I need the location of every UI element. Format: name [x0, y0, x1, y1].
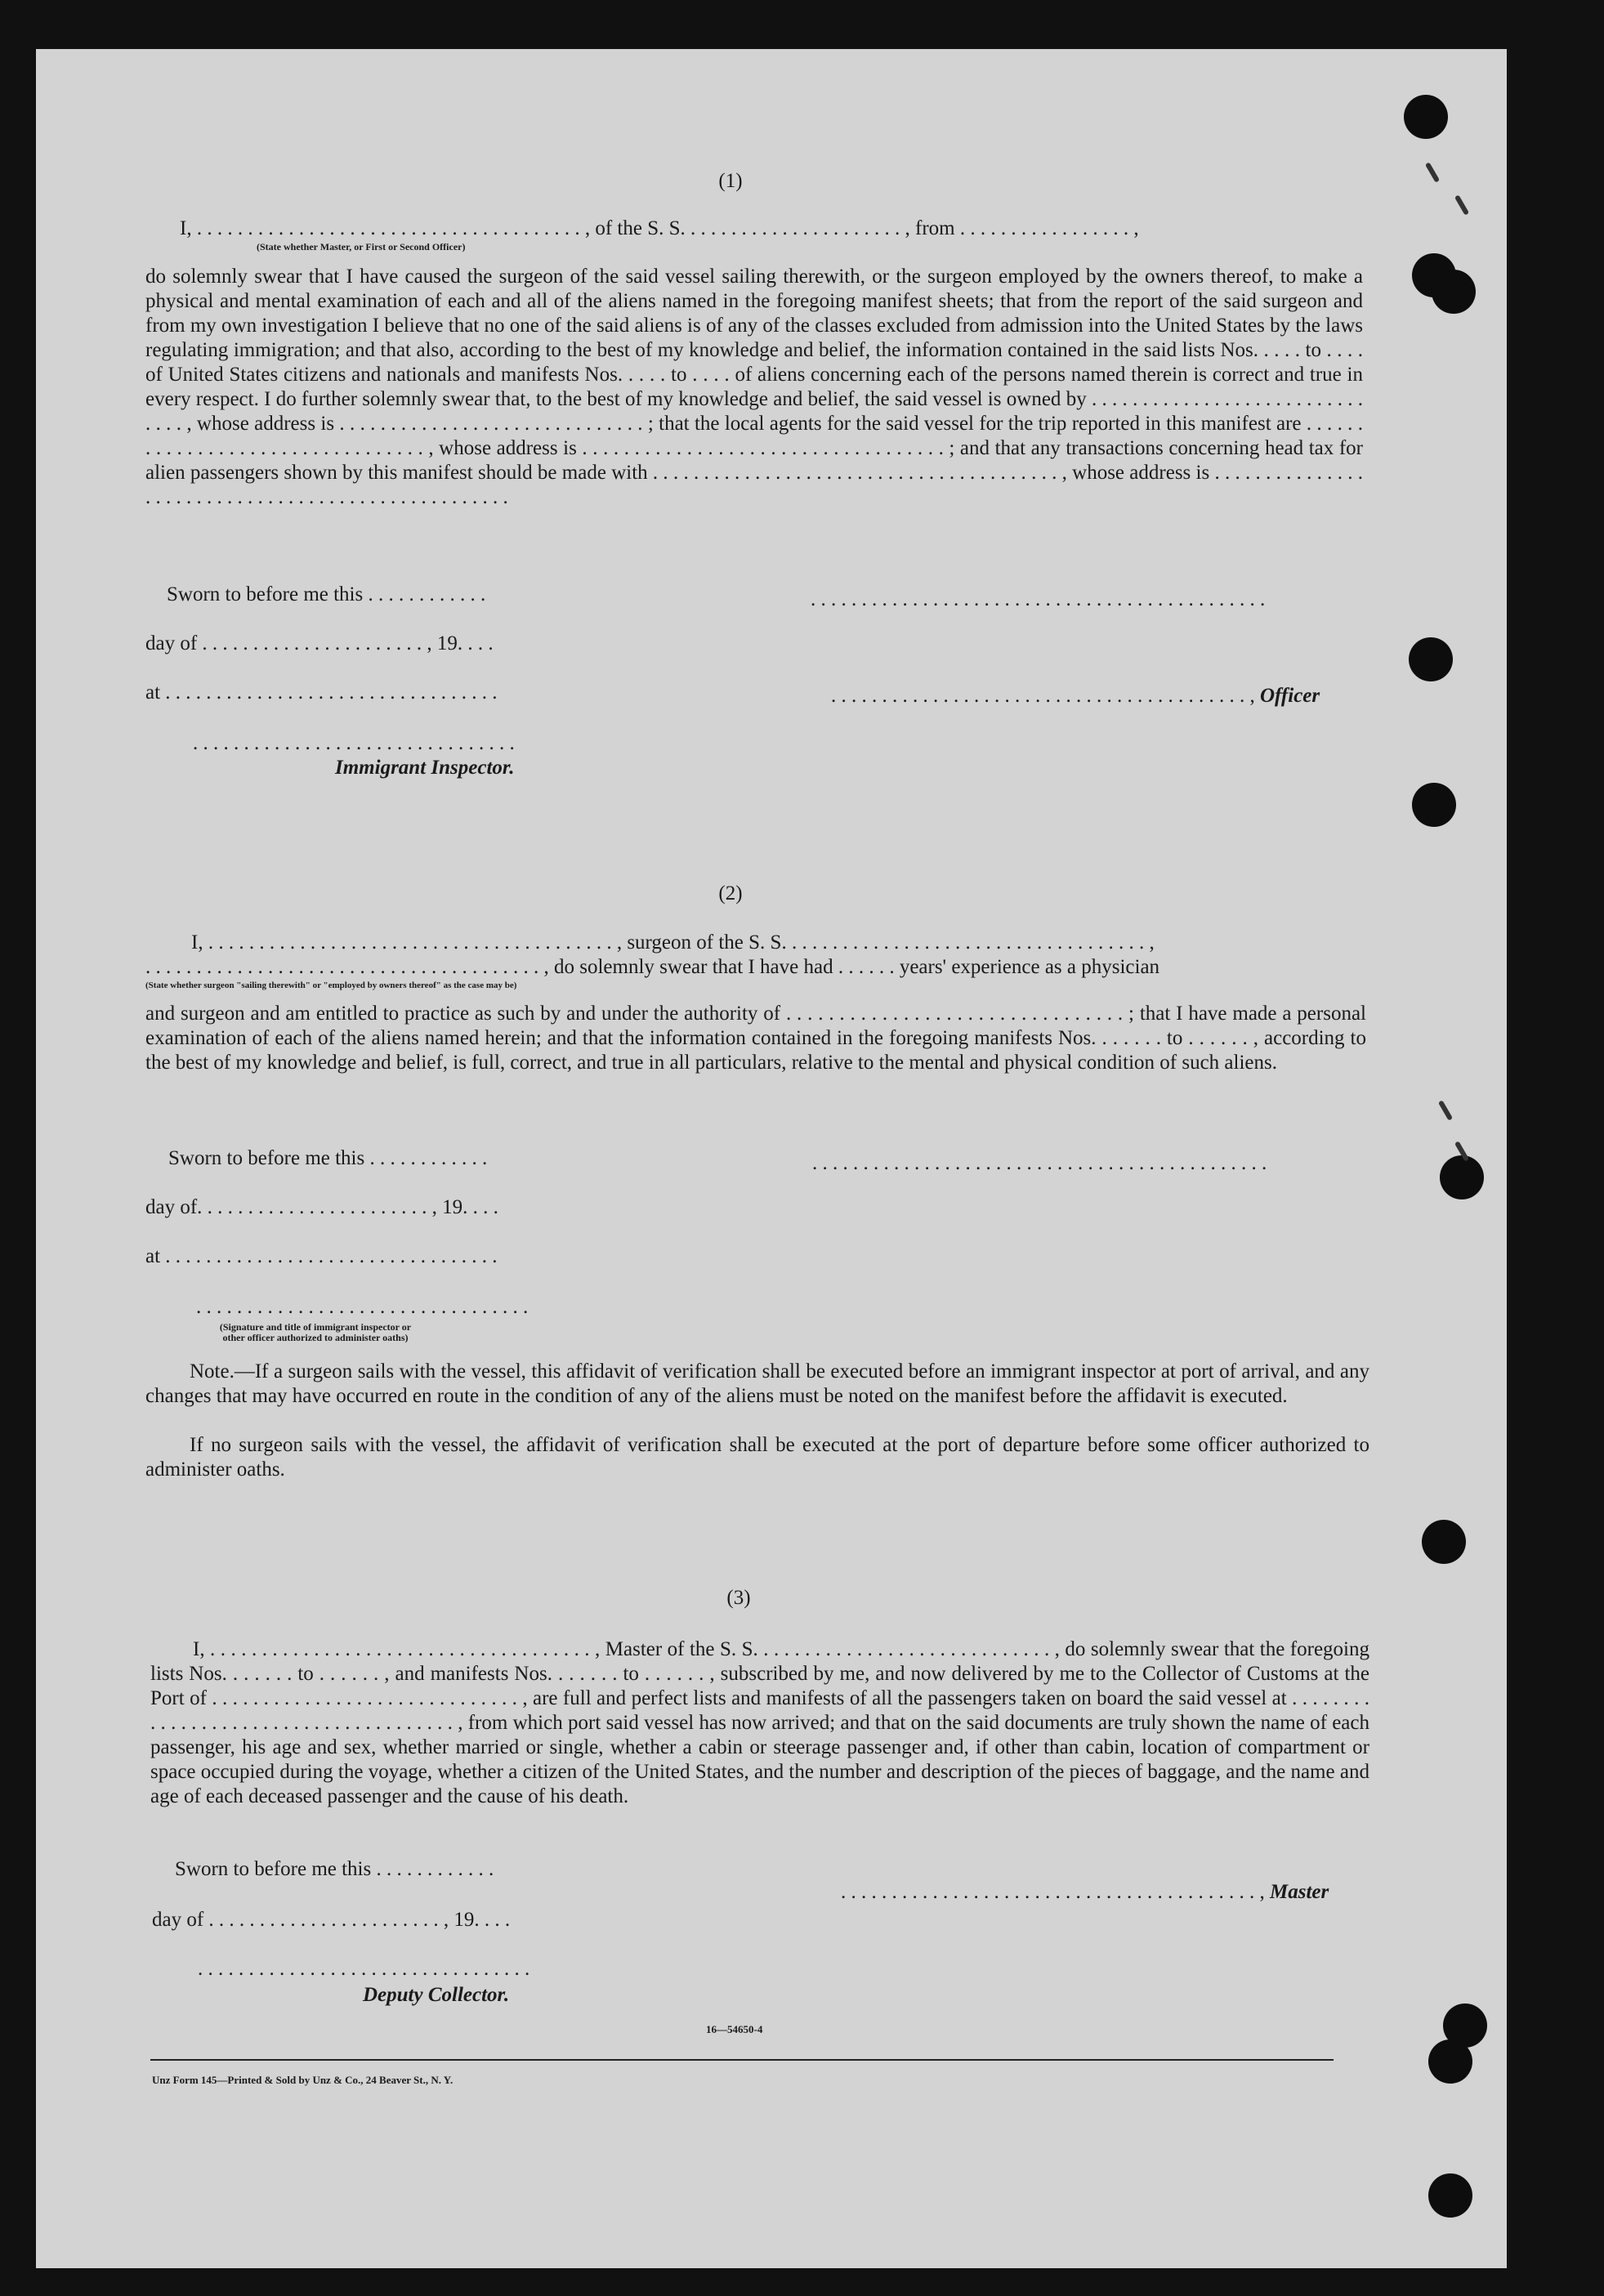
document-page — [36, 49, 1507, 2268]
section-2-line-2: . . . . . . . . . . . . . . . . . . . . . . . . . . . . . . . . . . . . . . . , do solemnly swear that I have had . . . . . . years' experience as a physician — [145, 956, 1160, 978]
section-2-surgeon-note: (State whether surgeon "sailing therewith" or "employed by owners thereof" as the case may be) — [145, 980, 517, 990]
punch-hole — [1404, 95, 1448, 139]
section-2-note-paragraph-2: If no surgeon sails with the vessel, the affidavit of verification shall be executed at the port of departure before some officer authorized to administer oaths. — [145, 1434, 1369, 1481]
punch-hole — [1428, 2173, 1472, 2218]
section-3-sworn-line: Sworn to before me this . . . . . . . . . . . . — [175, 1858, 494, 1880]
section-2-inspector-signature-line: . . . . . . . . . . . . . . . . . . . . . . . . . . . . . . . . . — [196, 1296, 529, 1318]
form-number: 16—54650-4 — [706, 2023, 763, 2035]
section-1-officer-dots: . . . . . . . . . . . . . . . . . . . . . . . . . . . . . . . . . . . . . . . . . , — [831, 685, 1260, 707]
section-2-at-line: at . . . . . . . . . . . . . . . . . . . . . . . . . . . . . . . . . — [145, 1245, 498, 1267]
section-1-officer-line — [811, 662, 1320, 730]
punch-hole — [1440, 1155, 1484, 1199]
section-2-note-paragraph: Note.—If a surgeon sails with the vessel, this affidavit of verification shall be executed before an immigrant inspector at port of arrival, and any changes that may have occurred en route in the condition of any of the aliens must be noted on the manifest before the affidavit is executed. — [145, 1360, 1369, 1407]
section-3-number: (3) — [726, 1587, 751, 1609]
section-1-officer-title: Officer — [1260, 685, 1320, 707]
section-3-master-line — [820, 1858, 1329, 1927]
punch-hole — [1409, 637, 1453, 681]
punch-hole — [1432, 270, 1476, 314]
section-2-number: (2) — [718, 882, 743, 905]
section-2-signature-note: (Signature and title of immigrant inspector or other officer authorized to administer oaths) — [219, 1321, 412, 1343]
section-1-line-1: I, . . . . . . . . . . . . . . . . . . . . . . . . . . . . . . . . . . . . . . , of the S. S. . . . . . . . . . . . . . . . . . . . . . , from . . . . . . . . . . . . . . . . . , — [180, 217, 1139, 239]
section-3-collector-signature-line: . . . . . . . . . . . . . . . . . . . . . . . . . . . . . . . . . — [198, 1958, 530, 1980]
section-3-master-title: Master — [1270, 1881, 1329, 1903]
section-1-number: (1) — [718, 170, 743, 192]
section-3-oath-paragraph: I, . . . . . . . . . . . . . . . . . . . . . . . . . . . . . . . . . . . . . , Master of the S. S. . . . . . . . . . . . . . . . . . . . . . . . . . . . . , do solemnly swear that the foregoing lists Nos. . . . . . . to . . . . . . , and manifests Nos. . . . . . . to . . . . . . , subscribed by me, and now delivered by me to the Collector of Customs at the Port of . . . . . . . . . . . . . . . . . . . . . . . . . . . . . . , are full and perfect lists and manifests of all the passengers taken on board the said vessel at . . . . . . . . . . . . . . . . . . . . . . . . . . . . . . . . . . . . . . , from which port said vessel has now arrived; and that on the said documents are truly shown the name of each passenger, his age and sex, whether married or single, whether a cabin or steerage passenger and, if other than cabin, location of compartment or space occupied during the voyage, whether a citizen of the United States, and the number and description of the pieces of baggage, and the name and age of each deceased passenger and the cause of his death. — [150, 1638, 1369, 1807]
section-1-inspector-title: Immigrant Inspector. — [335, 757, 515, 779]
section-1-signature-line: . . . . . . . . . . . . . . . . . . . . . . . . . . . . . . . . . . . . . . . . . . . . . — [811, 588, 1266, 610]
section-2-line-1: I, . . . . . . . . . . . . . . . . . . . . . . . . . . . . . . . . . . . . . . . . , surgeon of the S. S. . . . . . . . . . . . . . . . . . . . . . . . . . . . . . . . . . . . , — [191, 931, 1155, 954]
footer-divider — [150, 2059, 1334, 2061]
section-3-collector-title: Deputy Collector. — [363, 1984, 510, 2006]
section-1-inspector-signature-line: . . . . . . . . . . . . . . . . . . . . . . . . . . . . . . . . — [193, 732, 515, 754]
section-2-day-line: day of. . . . . . . . . . . . . . . . . . . . . . . , 19. . . . — [145, 1196, 498, 1218]
punch-hole — [1422, 1520, 1466, 1564]
section-2-sworn-line: Sworn to before me this . . . . . . . . . . . . — [168, 1147, 488, 1169]
section-1-sworn-line: Sworn to before me this . . . . . . . . . . . . — [167, 583, 486, 605]
section-3-day-line: day of . . . . . . . . . . . . . . . . . . . . . . . , 19. . . . — [152, 1909, 511, 1931]
punch-hole — [1428, 2039, 1472, 2084]
section-1-rank-note: (State whether Master, or First or Second Officer) — [257, 241, 466, 252]
section-1-at-line: at . . . . . . . . . . . . . . . . . . . . . . . . . . . . . . . . . — [145, 681, 498, 704]
punch-hole — [1412, 783, 1456, 827]
section-2-signature-line: . . . . . . . . . . . . . . . . . . . . . . . . . . . . . . . . . . . . . . . . . . . . . — [812, 1152, 1267, 1174]
scratch-mark — [1438, 1100, 1453, 1121]
section-2-oath-paragraph: and surgeon and am entitled to practice as such by and under the authority of . . . . . . . . . . . . . . . . . . . . . . . . . . . . . . . . ; that I have made a personal examination of each of the aliens named herein; and that the information contained in the foregoing manifests Nos. . . . . . . to . . . . . . , according to the best of my knowledge and belief, is full, correct, and true in all particulars, relative to the mental and physical condition of such aliens. — [145, 1003, 1366, 1074]
section-3-master-dots: . . . . . . . . . . . . . . . . . . . . . . . . . . . . . . . . . . . . . . . . . , — [841, 1881, 1270, 1903]
printer-footer: Unz Form 145—Printed & Sold by Unz & Co., 24 Beaver St., N. Y. — [152, 2074, 453, 2086]
scratch-mark — [1454, 194, 1469, 216]
section-1-oath-paragraph: do solemnly swear that I have caused the surgeon of the said vessel sailing therewith, or the surgeon employed by the owners thereof, to make a physical and mental examination of each and all of the aliens named in the foregoing manifest sheets; that from the report of the said surgeon and from my own investigation I believe that no one of the said aliens is of any of the classes excluded from admission into the United States by the laws regulating immigration; and that also, according to the best of my knowledge and belief, the information contained in the said lists Nos. . . . . to . . . . of United States citizens and nationals and manifests Nos. . . . . to . . . . of aliens concerning each of the persons named therein is correct and true in every respect. I do further solemnly swear that, to the best of my knowledge and belief, the said vessel is owned by . . . . . . . . . . . . . . . . . . . . . . . . . . . . . . . , whose address is . . . . . . . . . . . . . . . . . . . . . . . . . . . . . . ; that the local agents for the said vessel for the trip reported in this manifest are . . . . . . . . . . . . . . . . . . . . . . . . . . . . . . . . . , whose address is . . . . . . . . . . . . . . . . . . . . . . . . . . . . . . . . . . . ; and that any transactions concerning head tax for alien passengers shown by this manifest should be made with . . . . . . . . . . . . . . . . . . . . . . . . . . . . . . . . . . . . . . . . , whose address is . . . . . . . . . . . . . . . . . . . . . . . . . . . . . . . . . . . . . . . . . . . . . . . . . . . — [145, 266, 1363, 508]
section-1-day-line: day of . . . . . . . . . . . . . . . . . . . . . . , 19. . . . — [145, 632, 494, 654]
